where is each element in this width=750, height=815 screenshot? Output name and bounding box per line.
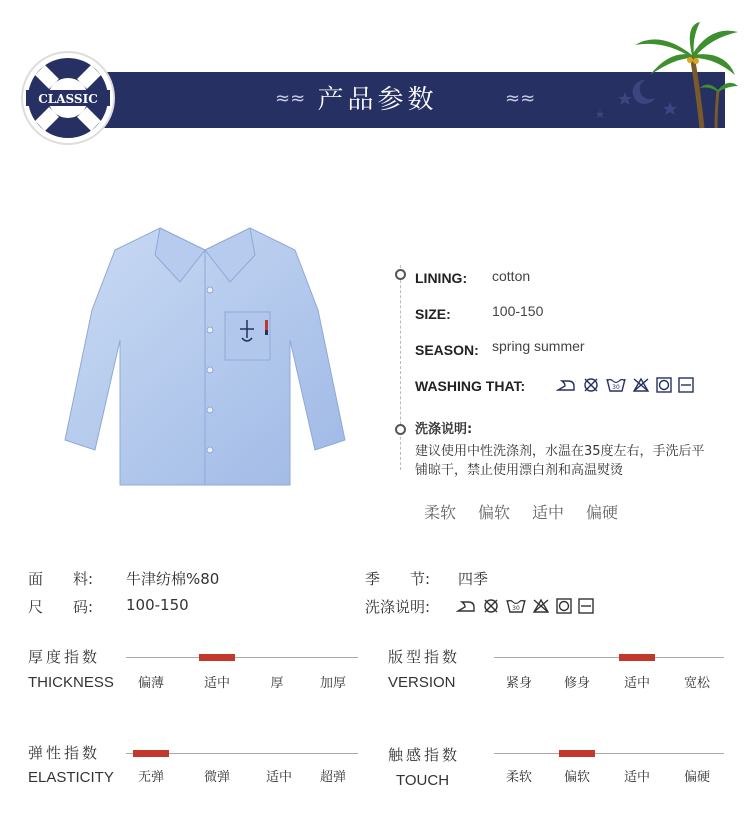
tumble-dry-icon [656,377,672,393]
version-scale-line [494,657,724,658]
wash-icons-row [556,377,694,393]
dry-flat-icon [578,598,594,614]
softness-options [424,500,618,523]
thickness-option: 厚 [270,676,284,691]
dry-flat-icon [678,377,694,393]
elasticity-option: 微弹 [203,770,230,785]
season-value: spring summer [492,338,585,354]
bullet-icon [395,424,406,435]
thickness-scale-marker [199,654,235,661]
elasticity-option: 无弹 [137,770,164,785]
elasticity-label-cn: 弹性指数 [28,744,101,762]
thickness-label-cn: 厚度指数 [28,648,101,666]
no-bleach-icon [532,598,550,614]
touch-label-en: TOUCH [396,772,450,789]
param-size-label: 尺 码: [28,598,94,616]
wash-30-icon [506,598,526,614]
size-label: SIZE: [415,306,451,322]
washing-label: WASHING THAT: [415,378,526,394]
thickness-option: 偏薄 [137,676,164,691]
version-option: 紧身 [505,676,532,691]
thickness-option: 加厚 [319,676,346,691]
softness-option: 偏硬 [586,503,619,522]
version-option: 修身 [563,676,590,691]
material-label: 面 料: [28,570,94,588]
no-wring-icon [482,598,500,614]
lining-label: LINING: [415,270,468,286]
version-option: 宽松 [683,676,710,691]
wash-30-icon [606,377,626,393]
version-label-cn: 版型指数 [388,648,461,666]
no-bleach-icon [632,377,650,393]
elasticity-option: 适中 [265,770,292,785]
size-value: 100-150 [492,303,544,319]
version-scale-marker [619,654,655,661]
touch-option: 适中 [623,770,650,785]
elasticity-label-en: ELASTICITY [28,769,114,786]
param-season-value: 四季 [458,570,489,588]
wave-right-decoration: ≈≈ [505,88,536,109]
param-wash-label: 洗涤说明: [365,598,431,616]
touch-scale-marker [559,750,595,757]
touch-scale-line [494,753,724,754]
thickness-scale-line [126,657,358,658]
elasticity-scale-marker [133,750,169,757]
svg-text:30: 30 [512,605,520,612]
wave-left-decoration: ≈≈ [275,88,306,109]
spec-timeline [400,265,402,470]
softness-option: 偏软 [478,503,511,522]
classic-lifebuoy-logo [18,46,118,146]
care-title: 洗涤说明: [415,422,473,437]
lining-value: cotton [492,268,531,284]
version-option: 适中 [623,676,650,691]
iron-icon [556,377,576,393]
softness-option: 柔软 [424,503,457,522]
badge-text: CLASSIC [38,92,98,106]
page-title: 产品参数 [317,85,438,115]
touch-option: 偏硬 [683,770,710,785]
care-text: 建议使用中性洗涤剂，水温在35度左右，手洗后平铺晾干，禁止使用漂白剂和高温熨烫 [415,444,705,478]
shirt-image [60,220,350,495]
elasticity-option: 超弹 [319,770,346,785]
touch-label-cn: 触感指数 [388,746,461,764]
param-size-value: 100-150 [126,596,189,614]
touch-option: 柔软 [505,770,532,785]
param-wash-icons-row [456,598,594,614]
version-label-en: VERSION [388,674,456,691]
palm-tree-decoration [630,20,740,130]
no-wring-icon [582,377,600,393]
thickness-option: 适中 [203,676,230,691]
touch-option: 偏软 [563,770,590,785]
season-label: SEASON: [415,342,479,358]
thickness-label-en: THICKNESS [28,674,114,691]
tumble-dry-icon [556,598,572,614]
svg-text:30: 30 [612,384,620,391]
softness-option: 适中 [532,503,565,522]
material-value: 牛津纺棉%80 [126,570,220,588]
param-season-label: 季 节: [365,570,431,588]
bullet-icon [395,269,406,280]
iron-icon [456,598,476,614]
